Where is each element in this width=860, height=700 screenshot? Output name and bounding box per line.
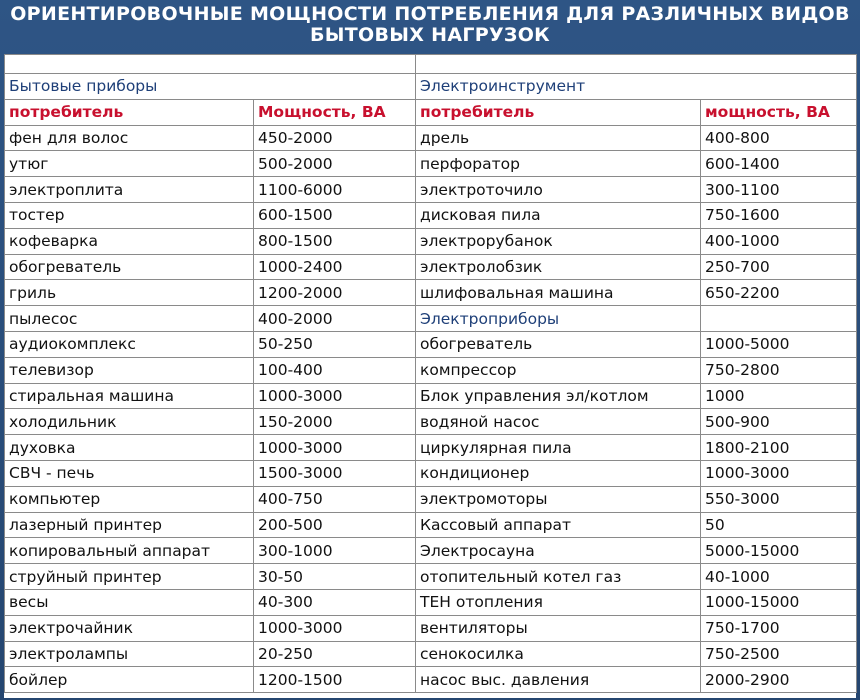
cell-consumer-right: сенокосилка <box>416 641 701 667</box>
cell-consumer-right: водяной насос <box>416 409 701 435</box>
cell-power-left: 1000-3000 <box>254 435 416 461</box>
cell-power-left: 300-1000 <box>254 538 416 564</box>
cell-consumer-left: электроплита <box>5 177 254 203</box>
cell-power-left: 1200-2000 <box>254 280 416 306</box>
cell-power-right: 1000-15000 <box>701 589 857 615</box>
blank-row <box>5 55 857 74</box>
cell-consumer-right: электрорубанок <box>416 228 701 254</box>
cell-power-left: 20-250 <box>254 641 416 667</box>
cell-consumer-left: струйный принтер <box>5 564 254 590</box>
header-power-right: мощность, ВА <box>701 99 857 125</box>
cell-power-right: 1800-2100 <box>701 435 857 461</box>
power-table-container <box>4 54 856 698</box>
cell-power-left: 1200-1500 <box>254 667 416 693</box>
cell-power-right: 600-1400 <box>701 151 857 177</box>
table-row <box>5 589 857 615</box>
cell-consumer-right: электроточило <box>416 177 701 203</box>
table-row <box>5 306 857 332</box>
cell-consumer-left: бойлер <box>5 667 254 693</box>
cell-power-left: 200-500 <box>254 512 416 538</box>
section-household: Бытовые приборы <box>5 74 416 100</box>
cell-consumer-left: фен для волос <box>5 125 254 151</box>
cell-power-right: 250-700 <box>701 254 857 280</box>
cell-consumer-right: дисковая пила <box>416 202 701 228</box>
cell-power-left: 600-1500 <box>254 202 416 228</box>
cell-consumer-left: обогреватель <box>5 254 254 280</box>
cell-power-left: 150-2000 <box>254 409 416 435</box>
cell-consumer-right: шлифовальная машина <box>416 280 701 306</box>
section-row <box>5 74 857 100</box>
cell-power-right: 750-1700 <box>701 615 857 641</box>
cell-power-left: 450-2000 <box>254 125 416 151</box>
header-row <box>5 99 857 125</box>
table-row <box>5 151 857 177</box>
cell-consumer-left: кофеварка <box>5 228 254 254</box>
cell-power-right: 750-2500 <box>701 641 857 667</box>
cell-consumer-left: электролампы <box>5 641 254 667</box>
cell-consumer-left: утюг <box>5 151 254 177</box>
cell-consumer-right: Электросауна <box>416 538 701 564</box>
section-appliances: Электроприборы <box>416 306 701 332</box>
cell-consumer-right: перфоратор <box>416 151 701 177</box>
cell-consumer-right: Кассовый аппарат <box>416 512 701 538</box>
cell-power-right: 750-2800 <box>701 357 857 383</box>
cell-consumer-left: стиральная машина <box>5 383 254 409</box>
table-row <box>5 331 857 357</box>
table-row <box>5 641 857 667</box>
table-row <box>5 435 857 461</box>
cell-power-right: 1000 <box>701 383 857 409</box>
title-line-1: ОРИЕНТИРОВОЧНЫЕ МОЩНОСТИ ПОТРЕБЛЕНИЯ ДЛЯ РАЗЛИЧНЫХ ВИДОВ <box>10 3 850 25</box>
header-power-left: Мощность, ВА <box>254 99 416 125</box>
cell-power-right: 40-1000 <box>701 564 857 590</box>
cell-power-right: 400-1000 <box>701 228 857 254</box>
cell-consumer-right: Блок управления эл/котлом <box>416 383 701 409</box>
table-row <box>5 357 857 383</box>
cell-power-left: 500-2000 <box>254 151 416 177</box>
cell-consumer-right: циркулярная пила <box>416 435 701 461</box>
cell-power-left: 1000-2400 <box>254 254 416 280</box>
cell-power-left: 1000-3000 <box>254 383 416 409</box>
table-row <box>5 125 857 151</box>
cell-consumer-right: электролобзик <box>416 254 701 280</box>
cell-power-left: 1000-3000 <box>254 615 416 641</box>
cell-power-left: 40-300 <box>254 589 416 615</box>
cell-power-right: 5000-15000 <box>701 538 857 564</box>
cell-power-right: 650-2200 <box>701 280 857 306</box>
cell-consumer-right: электромоторы <box>416 486 701 512</box>
cell-consumer-right: вентиляторы <box>416 615 701 641</box>
cell-consumer-left: электрочайник <box>5 615 254 641</box>
cell-power-left: 400-2000 <box>254 306 416 332</box>
cell-power-right: 2000-2900 <box>701 667 857 693</box>
table-row <box>5 538 857 564</box>
cell-power-left: 100-400 <box>254 357 416 383</box>
cell-consumer-left: духовка <box>5 435 254 461</box>
cell-consumer-right: компрессор <box>416 357 701 383</box>
cell-power-right: 400-800 <box>701 125 857 151</box>
cell-consumer-right: дрель <box>416 125 701 151</box>
table-row <box>5 512 857 538</box>
cell-consumer-left: гриль <box>5 280 254 306</box>
cell-consumer-left: холодильник <box>5 409 254 435</box>
cell-power-right: 1000-5000 <box>701 331 857 357</box>
cell-consumer-left: копировальный аппарат <box>5 538 254 564</box>
table-row <box>5 564 857 590</box>
table-row <box>5 228 857 254</box>
cell-power-left: 1100-6000 <box>254 177 416 203</box>
cell-power-right: 750-1600 <box>701 202 857 228</box>
cell-power-left: 30-50 <box>254 564 416 590</box>
cell-consumer-right: насос выс. давления <box>416 667 701 693</box>
table-row <box>5 460 857 486</box>
table-row <box>5 202 857 228</box>
title-line-2: БЫТОВЫХ НАГРУЗОК <box>310 24 550 46</box>
cell-consumer-right: обогреватель <box>416 331 701 357</box>
cell-power-right: 500-900 <box>701 409 857 435</box>
section-power-tools: Электроинструмент <box>416 74 857 100</box>
table-row <box>5 254 857 280</box>
cell-consumer-left: тостер <box>5 202 254 228</box>
cell-consumer-left: пылесос <box>5 306 254 332</box>
table-row <box>5 383 857 409</box>
page-title <box>0 4 860 50</box>
table-row <box>5 486 857 512</box>
cell-power-left: 800-1500 <box>254 228 416 254</box>
cell-consumer-left: аудиокомплекс <box>5 331 254 357</box>
table-row <box>5 667 857 693</box>
table-row <box>5 615 857 641</box>
cell-consumer-left: СВЧ - печь <box>5 460 254 486</box>
cell-consumer-right: ТЕН отопления <box>416 589 701 615</box>
header-consumer-left: потребитель <box>5 99 254 125</box>
cell-consumer-right: отопительный котел газ <box>416 564 701 590</box>
cell-consumer-left: телевизор <box>5 357 254 383</box>
table-row <box>5 177 857 203</box>
cell-consumer-left: весы <box>5 589 254 615</box>
cell-power-right: 1000-3000 <box>701 460 857 486</box>
cell-power-right: 50 <box>701 512 857 538</box>
cell-consumer-right: кондиционер <box>416 460 701 486</box>
table-row <box>5 409 857 435</box>
cell-power-right: 550-3000 <box>701 486 857 512</box>
power-table <box>4 54 857 693</box>
cell-power-left: 50-250 <box>254 331 416 357</box>
header-consumer-right: потребитель <box>416 99 701 125</box>
table-row <box>5 280 857 306</box>
cell-power-left: 1500-3000 <box>254 460 416 486</box>
cell-power-right: 300-1100 <box>701 177 857 203</box>
cell-consumer-left: лазерный принтер <box>5 512 254 538</box>
cell-consumer-left: компьютер <box>5 486 254 512</box>
cell-power-right <box>701 306 857 332</box>
cell-power-left: 400-750 <box>254 486 416 512</box>
